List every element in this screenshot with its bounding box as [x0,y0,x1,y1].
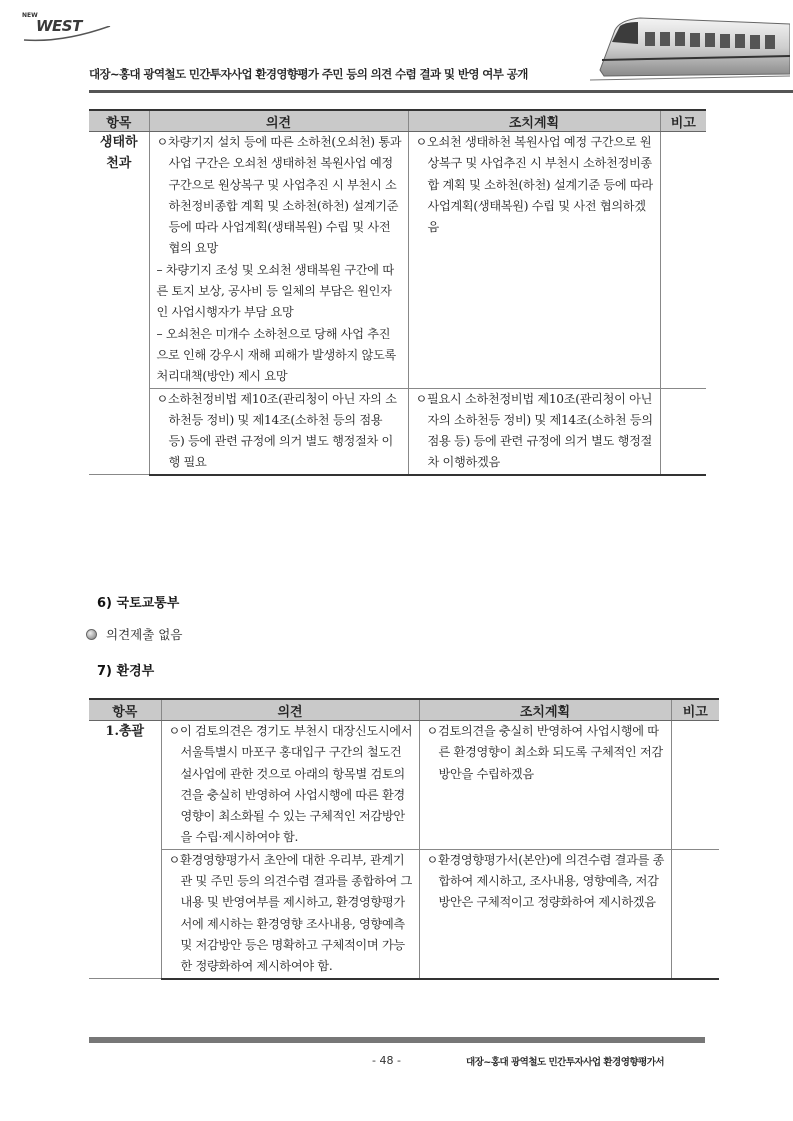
table-header-row [89,699,719,721]
table-row [89,721,719,850]
opinion-cell [149,388,408,475]
action-text: ㅇ환경영향평가서(본안)에 의견수렴 결과를 종합하여 제시하고, 조사내용, 영향예측, 저감방안은 구체적이고 정량화하여 제시하겠음 [426,852,665,910]
opinion-main: ㅇ차량기지 설치 등에 따른 소하천(오쇠천) 통과 사업 구간은 오쇠천 생태하천 복원사업 예정 구간으로 원상복구 및 사업추진 시 부천시 소하천정비종합 계획 및 소하천(하천) 설계기준 등에 따라 사업계획(생태복원) 수립 및 사전 협의 요망 [156,135,402,256]
opinion-text: ㅇ이 검토의견은 경기도 부천시 대장신도시에서 서울특별시 마포구 홍대입구 구간의 철도건설사업에 관한 것으로 아래의 항목별 검토의견을 충실히 반영하여 사업시행에 따른 환경영향이 최소화될 수 있는 구체적인 저감방안을 수립·제시하여야 함. [168,724,413,845]
footer-title: 대장~홍대 광역철도 민간투자사업 환경영향평가서 [466,1057,665,1068]
opinion-text: ㅇ환경영향평가서 초안에 대한 우리부, 관계기관 및 주민 등의 의견수렴 결과를 종합하여 그 내용 및 반영여부를 제시하고, 환경영향평가서에 제시하는 환경영향 조사내용, 영향예측 및 저감방안 등은 명확하고 구체적이며 가능한 정량화하여 제시하여야 함. [168,852,413,974]
table-row [89,388,706,475]
opinion-cell [161,849,419,978]
header-opinion: 의견 [161,699,419,721]
page-number: - 48 - [372,1054,401,1067]
header-category: 항목 [89,699,161,721]
header-action: 조치계획 [419,699,671,721]
logo-new-text: NEW [22,12,38,19]
company-logo [22,12,92,38]
opinion-table-2 [89,698,719,980]
category-label-line2: 천과 [106,156,132,172]
bullet-text: 의견제출 없음 [106,627,183,642]
action-text: ㅇ오쇠천 생태하천 복원사업 예정 구간으로 원상복구 및 사업추진 시 부천시 소하천정비종합 계획 및 소하천(하천) 설계기준 등에 따라 사업계획(생태복원) 수립 및 사전 협의하겠음 [415,135,653,235]
header-note: 비고 [671,699,719,721]
train-icon [590,10,790,82]
action-text: ㅇ검토의견을 충실히 반영하여 사업시행에 따른 환경영향이 최소화 되도록 구체적인 저감방안을 수립하겠음 [426,724,663,781]
section-heading-6: 6) 국토교통부 [97,596,180,611]
header-divider [89,90,793,93]
header-opinion: 의견 [149,110,408,132]
action-cell [408,388,660,475]
logo-swoosh-icon [22,26,112,44]
category-cell: 1.총괄 [89,721,161,979]
note-cell [671,849,719,978]
bullet-icon [86,629,97,640]
note-cell [660,388,706,475]
header-action: 조치계획 [408,110,660,132]
note-cell [671,721,719,850]
opinion-main: ㅇ소하천정비법 제10조(관리청이 아닌 자의 소하천등 정비) 및 제14조(소하천 등의 점용 등) 등에 관련 규정에 의거 별도 행정절차 이행 필요 [156,391,397,470]
table-row [89,849,719,978]
section-heading-7: 7) 환경부 [97,664,155,679]
footer-divider [89,1037,705,1043]
logo-west-text: WEST [36,17,82,35]
opinion-cell [149,132,408,389]
action-text: ㅇ필요시 소하천정비법 제10조(관리청이 아닌 자의 소하천등 정비) 및 제14조(소하천 등의 점용 등) 등에 관련 규정에 의거 별도 행정절차 이행하겠음 [415,391,653,470]
action-cell [419,849,671,978]
header-category: 항목 [89,110,149,132]
category-label-line1: 생태하 [99,135,138,150]
header-title: 대장~홍대 광역철도 민간투자사업 환경영향평가 주민 등의 의견 수렴 결과 및 반영 여부 공개 [89,67,528,81]
note-cell [660,132,706,389]
table-row [89,132,706,389]
header-note: 비고 [660,110,706,132]
table-header-row [89,110,706,132]
opinion-sub-item: – 오쇠천은 미개수 소하천으로 당해 사업 추진으로 인해 강우시 재해 피해가 발생하지 않도록 처리대책(방안) 제시 요망 [156,326,396,384]
category-cell [89,132,149,475]
action-cell [419,721,671,850]
opinion-sub-item: – 차량기지 조성 및 오쇠천 생태복원 구간에 따른 토지 보상, 공사비 등 일체의 부담은 원인자인 사업시행자가 부담 요망 [156,262,394,320]
opinion-cell [161,721,419,850]
opinion-table-1 [89,109,706,476]
bullet-item [86,625,182,643]
action-cell [408,132,660,389]
